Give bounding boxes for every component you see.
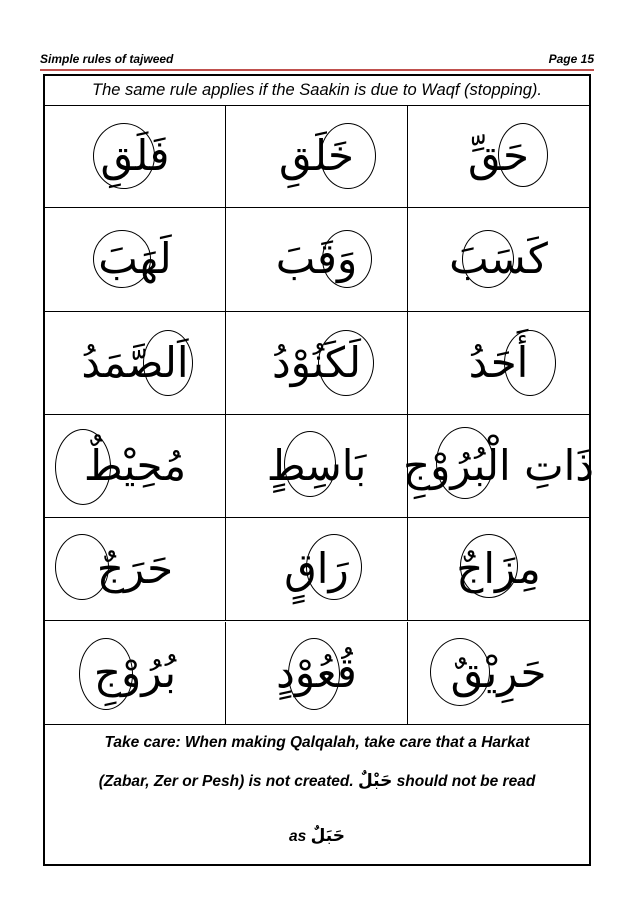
note-line-1: Take care: When making Qalqalah, take care that a Harkat [104, 734, 530, 751]
grid-cell [45, 622, 226, 725]
note-line-2 [45, 771, 589, 791]
grid-cell [408, 105, 589, 208]
arabic-word: حَرِيْقٌ [450, 647, 547, 697]
qalqalah-circle [55, 534, 109, 600]
qalqalah-circle [93, 230, 151, 288]
grid-cell [226, 208, 408, 311]
grid-cell [226, 312, 408, 415]
note-text: should not be read [396, 773, 536, 790]
arabic-word: لَهَبَ [98, 234, 172, 284]
header-divider [40, 69, 594, 71]
grid-cell [408, 518, 589, 621]
qalqalah-circle [322, 230, 372, 288]
arabic-word: كَسَبَ [449, 234, 548, 284]
qalqalah-circle [462, 230, 514, 288]
qalqalah-circle [318, 330, 374, 396]
qalqalah-circle [143, 330, 193, 396]
qalqalah-circle [498, 123, 548, 187]
page-header [40, 50, 594, 68]
note-text: (Zabar, Zer or Pesh) is not created. [98, 773, 354, 790]
intro-text: The same rule applies if the Saakin is due to Waqf (stopping). [45, 76, 589, 106]
qalqalah-circle [288, 638, 340, 710]
note-line-3 [45, 826, 589, 846]
arabic-example-word: حَبَلٌ [310, 826, 345, 846]
grid-cell [408, 622, 589, 725]
arabic-word: بَاسِطٍ [266, 441, 367, 491]
take-care-note [45, 726, 589, 864]
page-number: Page 15 [548, 52, 594, 66]
qalqalah-circle [93, 123, 155, 189]
qalqalah-circle [504, 330, 556, 396]
arabic-word: ذَاتِ الْبُرُوْجِ [403, 441, 594, 491]
qalqalah-circle [306, 534, 362, 600]
grid-cell [45, 312, 226, 415]
grid-cell [408, 208, 589, 311]
arabic-example-word: حَبْلٌ [357, 771, 393, 791]
arabic-word: لَكَنُوْدُ [271, 337, 362, 387]
arabic-word: حَقِّ [468, 131, 529, 181]
note-text: as [289, 828, 307, 845]
arabic-word: وَقَبَ [275, 234, 358, 284]
grid-cell [408, 312, 589, 415]
grid-cell [403, 415, 594, 518]
qalqalah-circle [284, 431, 336, 497]
arabic-word: رَاقٍ [284, 544, 349, 594]
grid-cell [45, 518, 226, 621]
grid-cell [226, 518, 408, 621]
grid-cell [226, 622, 408, 725]
arabic-word: خَلَقِ [279, 131, 354, 181]
qalqalah-circle [430, 638, 490, 706]
arabic-word: قُعُوْدٍ [276, 647, 357, 697]
arabic-word: أَحَدُ [468, 337, 529, 387]
arabic-word: مُحِيْطٌ [83, 441, 187, 491]
qalqalah-circle [55, 429, 111, 505]
grid-cell [45, 208, 226, 311]
arabic-word: حَرَجٌ [96, 544, 174, 594]
grid-cell [45, 105, 226, 208]
qalqalah-circle [79, 638, 133, 710]
qalqalah-circle [436, 427, 494, 499]
grid-cell [226, 105, 408, 208]
qalqalah-circle [460, 534, 518, 598]
grid-cell [226, 415, 408, 518]
arabic-word: بُرُوْجِ [93, 647, 177, 697]
arabic-word: اَلصَّمَدُ [81, 337, 189, 387]
grid-cell [45, 415, 226, 518]
arabic-word: مِزَاجٌ [456, 544, 541, 594]
word-grid [45, 105, 594, 725]
qalqalah-circle [320, 123, 376, 189]
arabic-word: فَلَقِ [100, 131, 170, 181]
content-frame [43, 74, 594, 866]
document-title: Simple rules of tajweed [40, 52, 174, 66]
